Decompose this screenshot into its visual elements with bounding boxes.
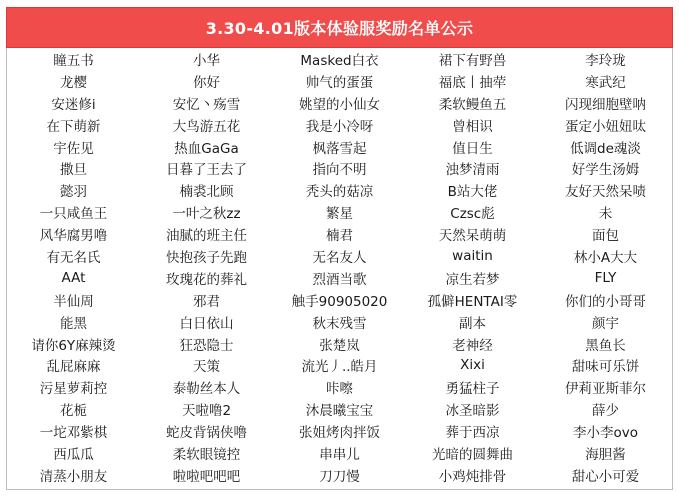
table-row [7,464,672,486]
winner-name-cell: 浊梦清雨 [445,162,500,179]
winner-name-cell: 花栀 [60,403,87,420]
winner-name-cell: 安迷修i [51,96,96,113]
winner-name-cell: 蛋定小妞妞呔 [565,118,646,135]
winner-name-cell: 曾相识 [452,118,493,135]
winner-name-cell: 你们的小哥哥 [565,293,646,310]
winner-name-cell: 你好 [193,74,220,91]
winner-name-cell: 繁星 [326,206,353,223]
winner-name-cell: 安忆丶殇雪 [172,96,241,113]
winner-name-cell: 小鸡炖排骨 [438,468,507,485]
winner-name-cell: 流光丿..皓月 [301,359,378,376]
winner-name-cell: 乱屁麻麻 [46,359,101,376]
winner-name-cell: 面包 [592,228,619,245]
winner-name-cell: 李玲珑 [585,52,626,69]
winner-name-cell: 光暗的圆舞曲 [432,446,513,463]
table-row [7,245,672,267]
winner-name-cell: 甜心小可爱 [571,468,640,485]
winner-name-cell: 串串儿 [319,446,360,463]
winner-name-cell: 楠君 [326,228,353,245]
winner-name-cell: 蛇皮背锅侠噜 [166,425,247,442]
winner-name-cell: 龙樱 [60,74,87,91]
table-row [7,48,672,70]
winner-name-cell: 秃头的菇凉 [305,184,374,201]
winner-name-cell: 副本 [459,315,486,332]
winner-name-cell: 在下萌新 [46,118,101,135]
winner-name-cell: 泰勒丝本人 [172,381,241,398]
winner-name-cell: 寒武纪 [585,74,626,91]
winner-name-cell: 风华腐男噜 [39,228,108,245]
winner-name-cell: 有无名氏 [46,249,101,266]
winner-name-cell: 玫瑰花的葬礼 [166,271,247,288]
winner-name-cell: 楠裘北顾 [179,184,234,201]
winner-name-cell: FLY [594,269,617,286]
winner-name-cell: 好学生汤姆 [571,162,640,179]
table-row [7,442,672,464]
winner-name-cell: 邪君 [193,293,220,310]
table-row [7,179,672,201]
winner-name-cell: 林小A大大 [573,249,638,266]
winner-table [7,48,672,486]
winner-name-cell: 一只咸鱼王 [39,206,108,223]
table-row [7,136,672,158]
page-title: 3.30-4.01版本体验服奖励名单公示 [205,19,474,38]
winner-name-cell: 咔嚓 [326,381,353,398]
winner-name-cell: 一叶之秋zz [172,206,241,223]
winner-name-cell: 友好天然呆啧 [565,184,646,201]
winner-name-cell: 老神经 [452,337,493,354]
winner-name-cell: 无名友人 [312,249,367,266]
winner-name-cell: 姚望的小仙女 [299,96,380,113]
winner-name-cell: Czsc彪 [450,206,495,223]
table-row [7,376,672,398]
winner-name-cell: 半仙周 [53,293,94,310]
winner-list-box [6,48,673,490]
winner-name-cell: 白日依山 [179,315,234,332]
winner-name-cell: 快抱孩子先跑 [166,249,247,266]
winner-name-cell: 日暮了王去了 [166,162,247,179]
winner-name-cell: 黑鱼长 [585,337,626,354]
winner-name-cell: 清蒸小朋友 [39,468,108,485]
winner-name-cell: 颜宇 [592,315,619,332]
winner-table-body [7,48,672,486]
winner-name-cell: 凉生若梦 [445,271,500,288]
winner-name-cell: 指向不明 [312,162,367,179]
winner-name-cell: 值日生 [452,140,493,157]
winner-name-cell: 伊莉亚斯菲尔 [565,381,646,398]
winner-name-cell: 闪现细胞壁呐 [565,96,646,113]
winner-name-cell: 一坨邓紫棋 [39,425,108,442]
winner-name-cell: 勇猛柱子 [445,381,500,398]
winner-name-cell: 海胆酱 [585,446,626,463]
winner-name-cell: 撒旦 [60,162,87,179]
winner-name-cell: AAt [61,269,86,286]
table-row [7,92,672,114]
winner-name-cell: 薛少 [592,403,619,420]
table-row [7,201,672,223]
winner-name-cell: 瞳五书 [53,52,94,69]
winner-name-cell: B站大佬 [447,184,498,201]
winner-name-cell: 柔软眼镜控 [172,446,241,463]
winner-name-cell: 冰圣暗影 [445,403,500,420]
table-row [7,289,672,311]
winner-name-cell: 狂恐隐士 [179,337,234,354]
winner-name-cell: 西瓜瓜 [53,446,94,463]
winner-name-cell: 张楚岚 [319,337,360,354]
winner-name-cell: 请你6Y麻辣烫 [31,337,116,354]
winner-name-cell: 沐晨曦宝宝 [305,403,374,420]
winner-name-cell: 能黑 [60,315,87,332]
table-row [7,354,672,376]
table-row [7,267,672,289]
winner-name-cell: 烈酒当歌 [312,271,367,288]
table-row [7,114,672,136]
winner-name-cell: 我是小冷呀 [305,118,374,135]
winner-name-cell: 孤僻HENTAI零 [427,293,518,310]
winner-name-cell: 柔软鳗鱼五 [438,96,507,113]
winner-name-cell: 污星萝莉控 [39,381,108,398]
table-row [7,70,672,92]
table-row [7,333,672,355]
winner-name-cell: 刀刀慢 [319,468,360,485]
winner-name-cell: 啦啦吧吧吧 [172,468,241,485]
winner-name-cell: 懿羽 [60,184,87,201]
winner-name-cell: 裙下有野兽 [438,52,507,69]
winner-name-cell: 热血GaGa [174,140,239,157]
winner-name-cell: Xixi [460,357,485,374]
winner-name-cell: 福底丨抽荦 [438,74,507,91]
winner-name-cell: 枫落雪起 [312,140,367,157]
winner-name-cell: 触手90905020 [291,293,388,310]
winner-name-cell: 低调de魂淡 [570,140,641,157]
table-row [7,420,672,442]
winner-name-cell: 秋末残雪 [312,315,367,332]
winner-name-cell: 李小李ovo [572,425,638,442]
winner-name-cell: 未 [598,206,613,223]
winner-name-cell: 油腻的班主任 [166,228,247,245]
winner-name-cell: 帅气的蛋蛋 [305,74,374,91]
winner-name-cell: waitin [452,247,493,264]
winner-name-cell: 张姐烤肉拌饭 [299,425,380,442]
winner-name-cell: 宇佐见 [53,140,94,157]
winner-name-cell: 葬于西凉 [445,425,500,442]
winner-name-cell: 小华 [193,52,220,69]
winner-name-cell: 天策 [193,359,220,376]
winner-name-cell: Masked白衣 [300,52,379,69]
table-row [7,157,672,179]
title-bar [6,7,673,48]
table-row [7,398,672,420]
winner-name-cell: 天啦噜2 [181,403,232,420]
winner-name-cell: 大鸟游五花 [172,118,241,135]
winner-name-cell: 甜味可乐饼 [571,359,640,376]
table-row [7,311,672,333]
winner-name-cell: 天然呆萌萌 [438,228,507,245]
table-row [7,223,672,245]
